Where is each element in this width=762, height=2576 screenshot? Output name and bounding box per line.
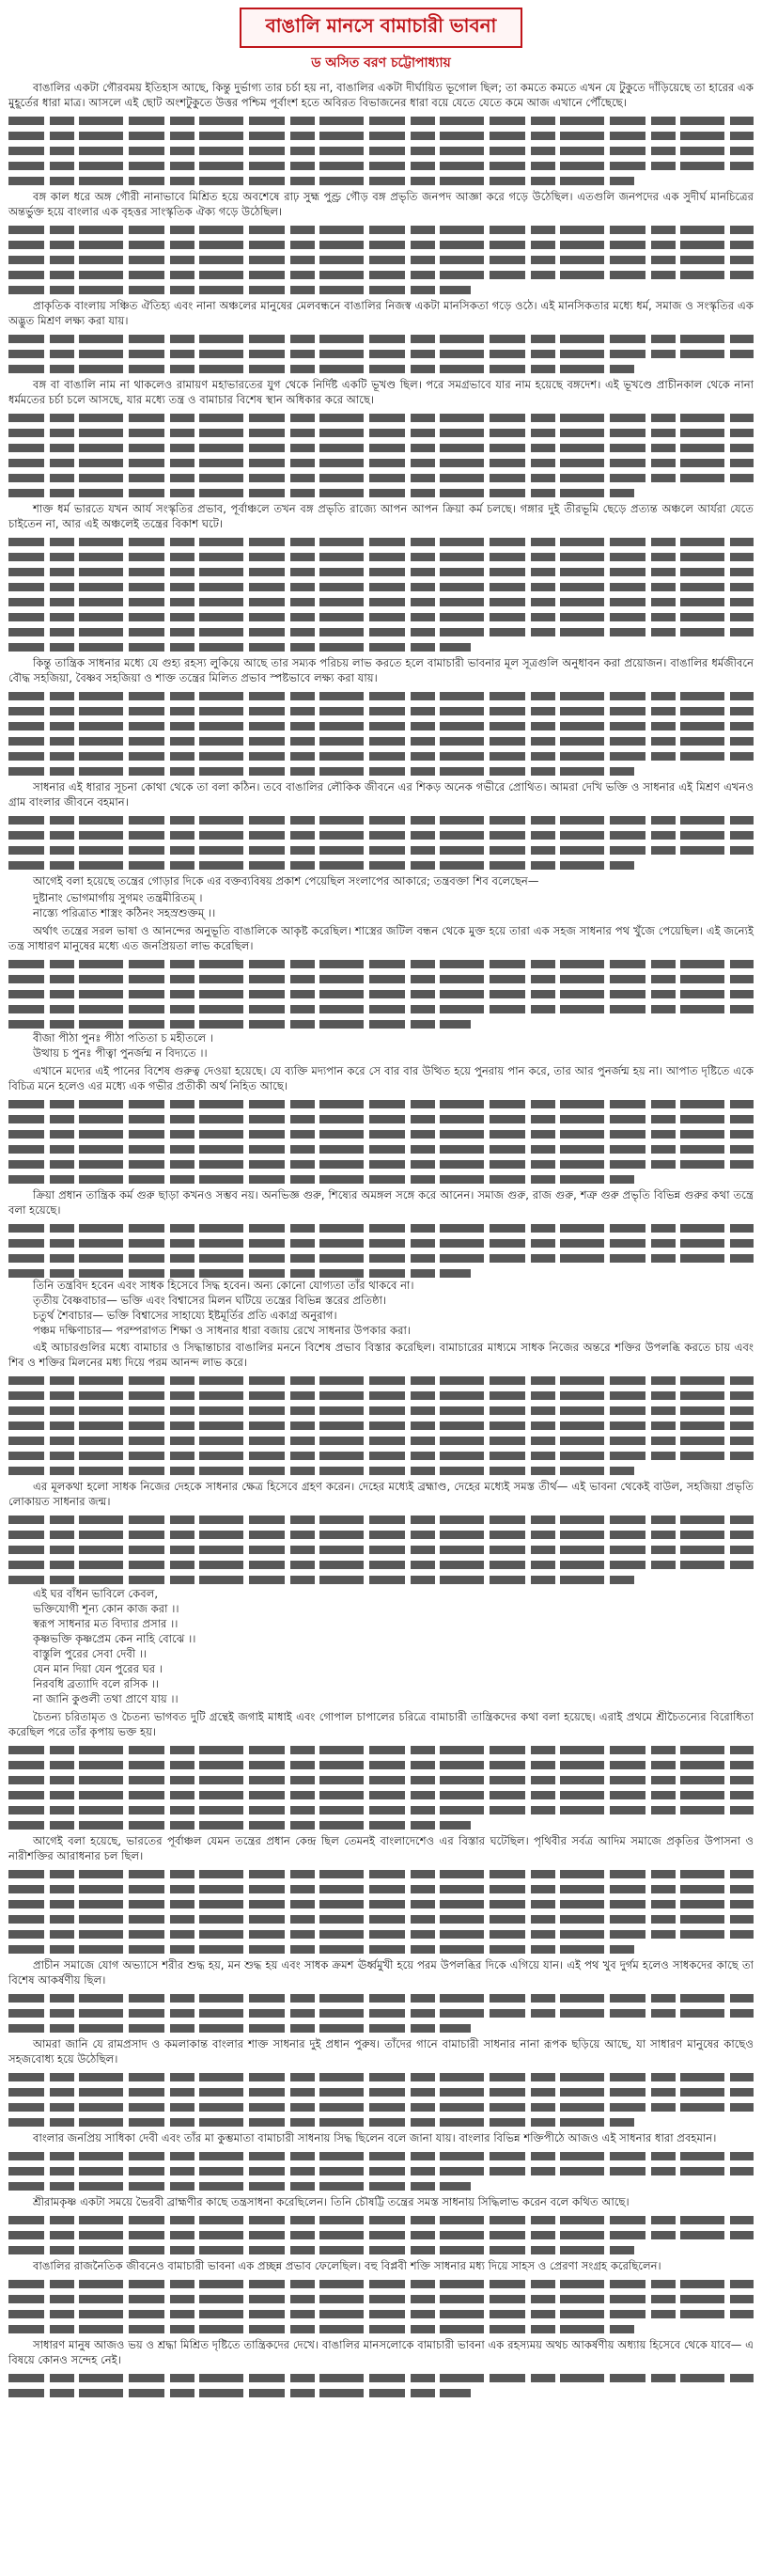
text-line <box>8 2231 754 2239</box>
text-line <box>8 613 754 621</box>
text-line <box>8 429 754 437</box>
paragraph: সাধারণ মানুষ আজও ভয় ও শ্রদ্ধা মিশ্রিত দৃষ্টিতে তান্ত্রিকদের দেখে। বাঙালির মানসলোকে বামাচারী ভাবনা এক রহস্যময় অথচ আকর্ষণীয় অধ্যায় হিসেবে থেকে যাবে— এ বিষয়ে কোনও সন্দেহ নেই। <box>8 2338 754 2366</box>
paragraph: সাধনার এই ধারার সূচনা কোথা থেকে তা বলা কঠিন। তবে বাঙালির লৌকিক জীবনে এর শিকড় অনেক গভীরে প্রোথিত। আমরা দেখি ভক্তি ও সাধনার এই মিশ্রণ এখনও গ্রাম বাংলার জীবনে বহমান। <box>8 780 754 809</box>
text-line <box>8 846 754 855</box>
verse-line: স্বরূপ সাধনার মত বিদ্যার প্রসার ।। <box>33 1617 179 1630</box>
paragraph: আমরা জানি যে রামপ্রসাদ ও কমলাকান্ত বাংলার শাক্ত সাধনার দুই প্রধান পুরুষ। তাঁদের গানে বামাচারী সাধনার নানা রূপক ছড়িয়ে আছে, যা সাধারণ মানুষের কাছেও সহজবোধ্য হয়ে উঠেছিল। <box>8 2037 754 2066</box>
verse-line: দুষ্টানাং ভোগমার্গায় সুগমং তন্ত্রমীরিতম্ । <box>33 891 203 904</box>
text-line <box>8 1915 754 1924</box>
verse-line: নাস্ত্যে পরিত্রাত শাস্ত্রং কঠিনং সহস্রশুক্তম্ ।। <box>33 906 216 919</box>
verse-block <box>8 1586 754 1706</box>
text-line <box>8 568 754 576</box>
paragraph: এই আচারগুলির মধ্যে বামাচার ও সিদ্ধান্তাচার বাঙালির মননে বিশেষ প্রভাব বিস্তার করেছিল। বামাচারের মাধ্যমে সাধক নিজের অন্তরে শক্তির উপলব্ধি করতে চায় এবং শিব ও শক্তির মিলনের মধ্য দিয়ে পরম আনন্দ লাভ করে। <box>8 1341 754 1369</box>
text-line <box>8 1175 634 1184</box>
text-line <box>8 707 754 715</box>
text-line <box>8 2182 471 2191</box>
text-line <box>8 1160 754 1169</box>
paragraph: এখানে মদ্যের এই পানের বিশেষ গুরুত্ব দেওয়া হয়েছে। যে ব্যক্তি মদ্যপান করে সে বার বার উত্থিত হয়ে পুনরায় পান করে, তার আর পুনর্জন্ম হয় না। আপাত দৃষ্টিতে একে বিচিত্র মনে হলেও এর মধ্যে এক গভীর প্রতীকী অর্থ নিহিত আছে। <box>8 1064 754 1092</box>
text-line <box>8 960 754 968</box>
text-line <box>8 1561 754 1569</box>
text-line <box>8 1005 754 1013</box>
text-line <box>8 2374 754 2382</box>
verse-block <box>8 890 754 920</box>
text-line <box>8 1269 471 1278</box>
text-line <box>8 1422 754 1430</box>
text-line <box>8 1776 754 1784</box>
paragraph: প্রাচীন সমাজে যোগ অভ্যাসে শরীর শুদ্ধ হয়, মন শুদ্ধ হয় এবং সাধক ক্রমশ ঊর্ধ্বমুখী হয়ে পরম উপলব্ধির দিকে এগিয়ে যান। এই পথ খুব দুর্গম হলেও সাধকদের কাছে তা বিশেষ আকর্ষণীয় ছিল। <box>8 1958 754 1987</box>
text-line <box>8 1239 754 1248</box>
paragraph: পঞ্চম দক্ষিণাচার— পরম্পরাগত শিক্ষা ও সাধনার ধারা বজায় রেখে সাধনার উপকার করা। <box>33 1324 411 1337</box>
text-line <box>8 2280 754 2288</box>
text-line <box>8 489 634 497</box>
text-line <box>8 2152 754 2160</box>
text-line <box>8 598 754 606</box>
text-line <box>8 816 754 825</box>
text-line <box>8 861 634 870</box>
text-line <box>8 1020 471 1029</box>
paragraph: তৃতীয় বৈষ্ণবাচার— ভক্তি এবং বিশ্বাসের মিলন ঘটিয়ে তন্ত্রের বিভিন্ন স্তরের প্রতিষ্ঠা। <box>33 1294 387 1307</box>
text-line <box>8 1100 754 1108</box>
text-line <box>8 2246 634 2254</box>
text-line <box>8 1516 754 1524</box>
paragraph: বাংলার জনপ্রিয় সাধিকা দেবী এবং তাঁর মা কুম্ভমাতা বামাচারী সাধনায় সিদ্ধ ছিলেন বলে জানা যায়। বাংলার বিভিন্ন শক্তিপীঠে আজও এই সাধনার ধারা প্রবহমান। <box>33 2131 717 2144</box>
text-line <box>8 286 471 294</box>
text-line <box>8 1437 754 1445</box>
text-line <box>8 2009 754 2018</box>
text-line <box>8 117 754 125</box>
verse-line: ভক্তিযোগী শূন্য কোন কাজ করা ।। <box>33 1602 179 1615</box>
verse-line: বাস্তুলি পুরের সেবা দেবী ।। <box>33 1647 148 1660</box>
text-line <box>8 1900 754 1908</box>
text-line <box>8 2103 754 2112</box>
text-line <box>8 474 754 482</box>
paragraph: চৈতন্য চরিতামৃত ও চৈতন্য ভাগবত দুটি গ্রন্থেই জগাই মাধাই এবং গোপাল চাপালের চরিত্রে বামাচারী তান্ত্রিকদের কথা বলা হয়েছে। এরাই প্রথমে শ্রীচৈতন্যের বিরোধিতা করেছিল পরে তাঁর কৃপায় ভক্ত হয়। <box>8 1710 754 1738</box>
text-line <box>8 990 754 998</box>
verse-line: উত্থায় চ পুনঃ পীত্বা পুনর্জন্ম ন বিদ্যতে ।। <box>33 1046 208 1060</box>
text-line <box>8 1531 754 1539</box>
text-line <box>8 583 754 591</box>
paragraph: বাঙালির একটা গৌরবময় ইতিহাস আছে, কিন্তু দুর্ভাগ্য তার চর্চা হয় না, বাঙালির একটা দীর্ঘায়িত ভূগোল ছিল; তা কমতে কমতে এখন যে টুকুতে দাঁড়িয়েছে তা হারের এক মুহূর্তের ধারা মাত্র। আসলে এই ছোট অংশটুকুতে উত্তর পশ্চিম পূর্বাংশ হতে অবিরত বিভাজনের ধারা বয়ে যেতে যেতে কমে আজ এখানে পৌঁছেছে। <box>8 81 754 109</box>
text-line <box>8 1254 754 1263</box>
article-title: বাঙালি মানসে বামাচারী ভাবনা <box>240 8 523 48</box>
text-line <box>8 628 754 636</box>
text-line <box>8 2167 754 2175</box>
verse-line: কৃষ্ণভক্তি কৃষ্ণপ্রেম কেন নাহি বোঝে ।। <box>33 1632 196 1645</box>
text-line <box>8 335 754 343</box>
text-line <box>8 177 634 185</box>
text-line <box>8 1130 754 1139</box>
text-line <box>8 2088 754 2097</box>
text-line <box>8 553 754 561</box>
text-line <box>8 767 634 776</box>
text-line <box>8 1870 754 1878</box>
text-line <box>8 2310 754 2318</box>
text-line <box>8 2389 471 2397</box>
text-line <box>8 132 754 140</box>
text-line <box>8 643 471 652</box>
paragraph: এর মূলকথা হলো সাধক নিজের দেহকে সাধনার ক্ষেত্র হিসেবে গ্রহণ করেন। দেহের মধ্যেই ব্রহ্মাণ্ড, দেহের মধ্যেই সমস্ত তীর্থ— এই ভাবনা থেকেই বাউল, সহজিয়া প্রভৃতি লোকায়ত সাধনার জন্ম। <box>8 1480 754 1508</box>
text-line <box>8 444 754 452</box>
text-line <box>8 1406 754 1415</box>
paragraph: তিনি তন্ত্রবিদ হবেন এবং সাধক হিসেবে সিদ্ধ হবেন। অন্য কোনো যোগ্যতা তাঁর থাকবে না। <box>33 1279 414 1292</box>
paragraph: বঙ্গ বা বাঙালি নাম না থাকলেও রামায়ণ মহাভারতের যুগ থেকে নির্দিষ্ট একটি ভূখণ্ড ছিল। পরে সমগ্রভাবে যার নাম হয়েছে বঙ্গদেশ। এই ভূখণ্ডে প্রাচীনকাল থেকে নানা ধর্মমতের চর্চা চলে আসছে, যার মধ্যে তন্ত্র ও বামাচার বিশেষ স্থান অধিকার করে আছে। <box>8 378 754 406</box>
paragraph: ক্রিয়া প্রধান তান্ত্রিক কর্ম গুরু ছাড়া কখনও সম্ভব নয়। অনভিজ্ঞ গুরু, শিষ্যের অমঙ্গল সঙ্গে করে আনেন। সমাজ গুরু, রাজ গুরু, শত্রু গুরু প্রভৃতি বিভিন্ন গুরুর কথা তন্ত্রে বলা হয়েছে। <box>8 1188 754 1217</box>
text-line <box>8 256 754 264</box>
text-line <box>8 1746 754 1754</box>
verse-block <box>8 1030 754 1060</box>
text-line <box>8 1467 634 1475</box>
text-line <box>8 2024 471 2033</box>
paragraph: চতুর্থ শৈবাচার— ভক্তি বিশ্বাসের সাহায্যে ইষ্টমূর্তির প্রতি একাগ্র অনুরাগ। <box>33 1309 337 1322</box>
text-line <box>8 459 754 467</box>
text-line <box>8 1224 754 1233</box>
text-line <box>8 1452 754 1460</box>
text-line <box>8 692 754 700</box>
text-line <box>8 271 754 279</box>
text-line <box>8 2073 754 2081</box>
article-body <box>8 80 754 2397</box>
text-line <box>8 1376 754 1385</box>
text-line <box>8 1115 754 1123</box>
text-line <box>8 162 754 170</box>
paragraph: কিন্তু তান্ত্রিক সাধনার মধ্যে যে গুহ্য রহস্য লুকিয়ে আছে তার সম্যক পরিচয় লাভ করতে হলে বামাচারী ভাবনার মূল সূত্রগুলি অনুধাবন করা প্রয়োজন। বাঙালির ধর্মজীবনে বৌদ্ধ সহজিয়া, বৈষ্ণব সহজিয়া ও শাক্ত তন্ত্রের মিলিত প্রভাব স্পষ্টভাবে লক্ষ্য করা যায়। <box>8 656 754 684</box>
text-line <box>8 1821 471 1830</box>
paragraph: প্রাকৃতিক বাংলায় সঞ্চিত ঐতিহ্য এবং নানা অঞ্চলের মানুষের মেলবন্ধনে বাঙালির নিজস্ব একটা মানসিকতা গড়ে ওঠে। এই মানসিকতার মধ্যে ধর্ম, সমাজ ও সংস্কৃতির এক অদ্ভুত মিশ্রণ লক্ষ্য করা যায়। <box>8 299 754 327</box>
text-line <box>8 1145 754 1154</box>
paragraph: বঙ্গ কাল ধরে অঙ্গ গৌরী নানাভাবে মিশ্রিত হয়ে অবশেষে রাঢ় সুহ্ম পুণ্ড্র গৌড় বঙ্গ প্রভৃতি জনপদ আজ্ঞা করে গড়ে উঠেছিল। এতগুলি জনপদের এক সুদীর্ঘ মানচিত্রের অন্তর্ভুক্ত হয়ে বাংলার এক বৃহত্তর সাংস্কৃতিক ঐক্য গড়ে উঠেছিল। <box>8 190 754 218</box>
text-line <box>8 975 754 983</box>
text-line <box>8 752 754 761</box>
text-line <box>8 1885 754 1893</box>
text-line <box>8 1791 754 1799</box>
verse-line: বীজা পীঠা পুনঃ পীঠা পতিতা চ মহীতলে । <box>33 1031 213 1045</box>
text-line <box>8 1761 754 1769</box>
text-line <box>8 1930 754 1939</box>
paragraph: আগেই বলা হয়েছে তন্ত্রের গোড়ার দিকে এর বক্তব্যবিষয় প্রকাশ পেয়েছিল সংলাপের আকারে; তন্ত্রবক্তা শিব বলেছেন— <box>33 874 539 887</box>
text-line <box>8 831 754 840</box>
text-line <box>8 226 754 234</box>
text-line <box>8 2325 634 2333</box>
text-line <box>8 538 754 546</box>
text-line <box>8 365 634 373</box>
verse-line: যেন মান দিয়া যেন পুরের ঘর । <box>33 1662 163 1675</box>
text-line <box>8 1391 754 1400</box>
text-line <box>8 737 754 746</box>
paragraph: আগেই বলা হয়েছে, ভারতের পূর্বাঞ্চল যেমন তন্ত্রের প্রধান কেন্দ্র ছিল তেমনই বাংলাদেশেও এর বিস্তার ঘটেছিল। পৃথিবীর সর্বত্র আদিম সমাজে প্রকৃতির উপাসনা ও নারীশক্তির আরাধনার চল ছিল। <box>8 1834 754 1862</box>
verse-line: নিরবধি ব্রত্যাদি বলে রসিক ।। <box>33 1677 160 1690</box>
paragraph: অর্থাৎ তন্ত্রের সরল ভাষা ও আনন্দের অনুভূতি বাঙালিকে আকৃষ্ট করেছিল। শাস্ত্রের জটিল বন্ধন থেকে মুক্ত হয়ে তারা এক সহজ সাধনার পথ খুঁজে পেয়েছিল। এই জন্যেই তন্ত্র সাধারণ মানুষের মধ্যে এত জনপ্রিয়তা লাভ করেছিল। <box>8 924 754 952</box>
text-line <box>8 2118 634 2127</box>
paragraph: শ্রীরামকৃষ্ণ একটা সময়ে ভৈরবী ব্রাহ্মণীর কাছে তন্ত্রসাধনা করেছিলেন। তিনি চৌষট্টি তন্ত্রের সমস্ত সাধনায় সিদ্ধিলাভ করেন বলে কথিত আছে। <box>33 2195 630 2208</box>
text-line <box>8 2216 754 2224</box>
text-line <box>8 1806 754 1814</box>
text-line <box>8 1945 634 1954</box>
text-line <box>8 2295 754 2303</box>
text-line <box>8 1994 754 2003</box>
text-line <box>8 722 754 730</box>
paragraph: শাক্ত ধর্ম ভারতে যখন আর্য সংস্কৃতির প্রভাব, পূর্বাঞ্চলে তখন বঙ্গ প্রভৃতি রাজ্যে আপন আপন ক্রিয়া কর্ম চলছে। গঙ্গার দুই তীরভূমি ছেড়ে প্রত্যন্ত অঞ্চলে আর্যরা যেতে চাইতেন না, আর এই অঞ্চলেই তন্ত্রের বিকাশ ঘটে। <box>8 502 754 530</box>
verse-line: এই ঘর বাঁধন ভাবিলে কেবল, <box>33 1587 159 1600</box>
paragraph: বাঙালির রাজনৈতিক জীবনেও বামাচারী ভাবনা এক প্রচ্ছন্ন প্রভাব ফেলেছিল। বহু বিপ্লবী শক্তি সাধনার মধ্য দিয়ে সাহস ও প্রেরণা সংগ্রহ করেছিলেন। <box>33 2259 661 2272</box>
text-line <box>8 241 754 249</box>
article-header <box>8 6 754 74</box>
text-line <box>8 350 754 358</box>
text-line <box>8 1546 754 1554</box>
text-line <box>8 147 754 155</box>
article-author: ড অসিত বরণ চট্টোপাধ্যায় <box>311 55 451 71</box>
verse-line: না জানি কুণ্ডলী তথা প্রাণে যায় ।। <box>33 1692 179 1705</box>
text-line <box>8 414 754 422</box>
text-line <box>8 1576 634 1584</box>
